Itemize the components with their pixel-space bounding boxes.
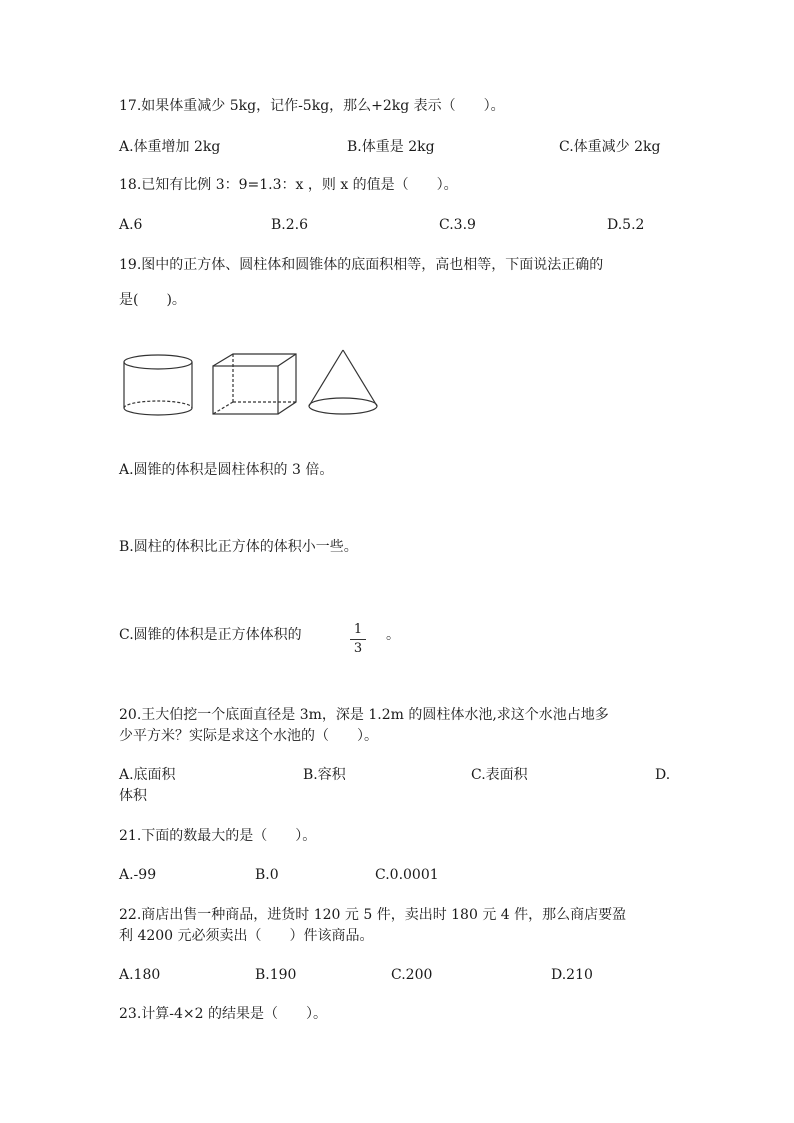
question-19-option-b: B.圆柱的体积比正方体的体积小一些。 xyxy=(119,539,358,555)
question-17-option-b: B.体重是 2kg xyxy=(347,139,435,155)
question-19-option-a: A.圆锥的体积是圆柱体积的 3 倍。 xyxy=(119,462,334,478)
question-22-stem-line1: 22.商店出售一种商品，进货时 120 元 5 件，卖出时 180 元 4 件，那么商店要盈 xyxy=(119,907,627,923)
question-22-option-a: A.180 xyxy=(119,967,161,983)
question-22-option-b: B.190 xyxy=(255,967,297,983)
question-20-stem-line1: 20.王大伯挖一个底面直径是 3m，深是 1.2m 的圆柱体水池,求这个水池占地多 xyxy=(119,707,609,723)
question-18-option-d: D.5.2 xyxy=(607,217,645,233)
question-20-option-a: A.底面积 xyxy=(119,767,176,783)
cylinder-figure xyxy=(124,355,192,415)
fraction-one-third xyxy=(348,622,368,657)
question-19-stem-line2: 是( )。 xyxy=(119,292,186,308)
fraction-numerator: 1 xyxy=(353,622,363,637)
cone-figure xyxy=(309,350,377,414)
question-22-option-d: D.210 xyxy=(551,967,593,983)
question-20-option-b: B.容积 xyxy=(303,767,346,783)
question-22-option-c: C.200 xyxy=(391,967,433,983)
question-23-stem: 23.计算-4×2 的结果是（ ）。 xyxy=(119,1006,327,1022)
question-18-option-a: A.6 xyxy=(119,217,143,233)
question-18-option-b: B.2.6 xyxy=(271,217,309,233)
question-18-option-c: C.3.9 xyxy=(439,217,476,233)
cube-figure xyxy=(213,354,296,414)
question-21-option-c: C.0.0001 xyxy=(375,867,439,883)
question-19-stem-line1: 19.图中的正方体、圆柱体和圆锥体的底面积相等，高也相等，下面说法正确的 xyxy=(119,257,604,273)
question-21-option-a: A.-99 xyxy=(119,867,157,883)
question-17-option-c: C.体重减少 2kg xyxy=(559,139,661,155)
question-21-option-b: B.0 xyxy=(255,867,279,883)
question-22-stem-line2: 利 4200 元必须卖出（ ）件该商品。 xyxy=(119,928,374,944)
question-17-option-a: A.体重增加 2kg xyxy=(119,139,221,155)
fraction-bar xyxy=(350,639,366,640)
question-18-stem: 18.已知有比例 3：9=1.3：x ，则 x 的值是（ ）。 xyxy=(119,177,458,193)
fraction-denominator: 3 xyxy=(353,641,363,656)
question-19-option-c: C.圆锥的体积是正方体体积的 xyxy=(119,627,302,643)
question-20-option-c: C.表面积 xyxy=(471,767,528,783)
solid-figures-illustration xyxy=(118,344,388,424)
question-20-option-d-wrap: 体积 xyxy=(119,788,147,804)
question-20-option-d: D. xyxy=(655,767,671,783)
question-19-option-c-end: 。 xyxy=(386,627,400,643)
question-21-stem: 21.下面的数最大的是（ ）。 xyxy=(119,828,317,844)
question-20-stem-line2: 少平方米？实际是求这个水池的（ ）。 xyxy=(119,728,378,744)
question-17-stem: 17.如果体重减少 5kg，记作-5kg，那么+2kg 表示（ ）。 xyxy=(119,98,505,114)
